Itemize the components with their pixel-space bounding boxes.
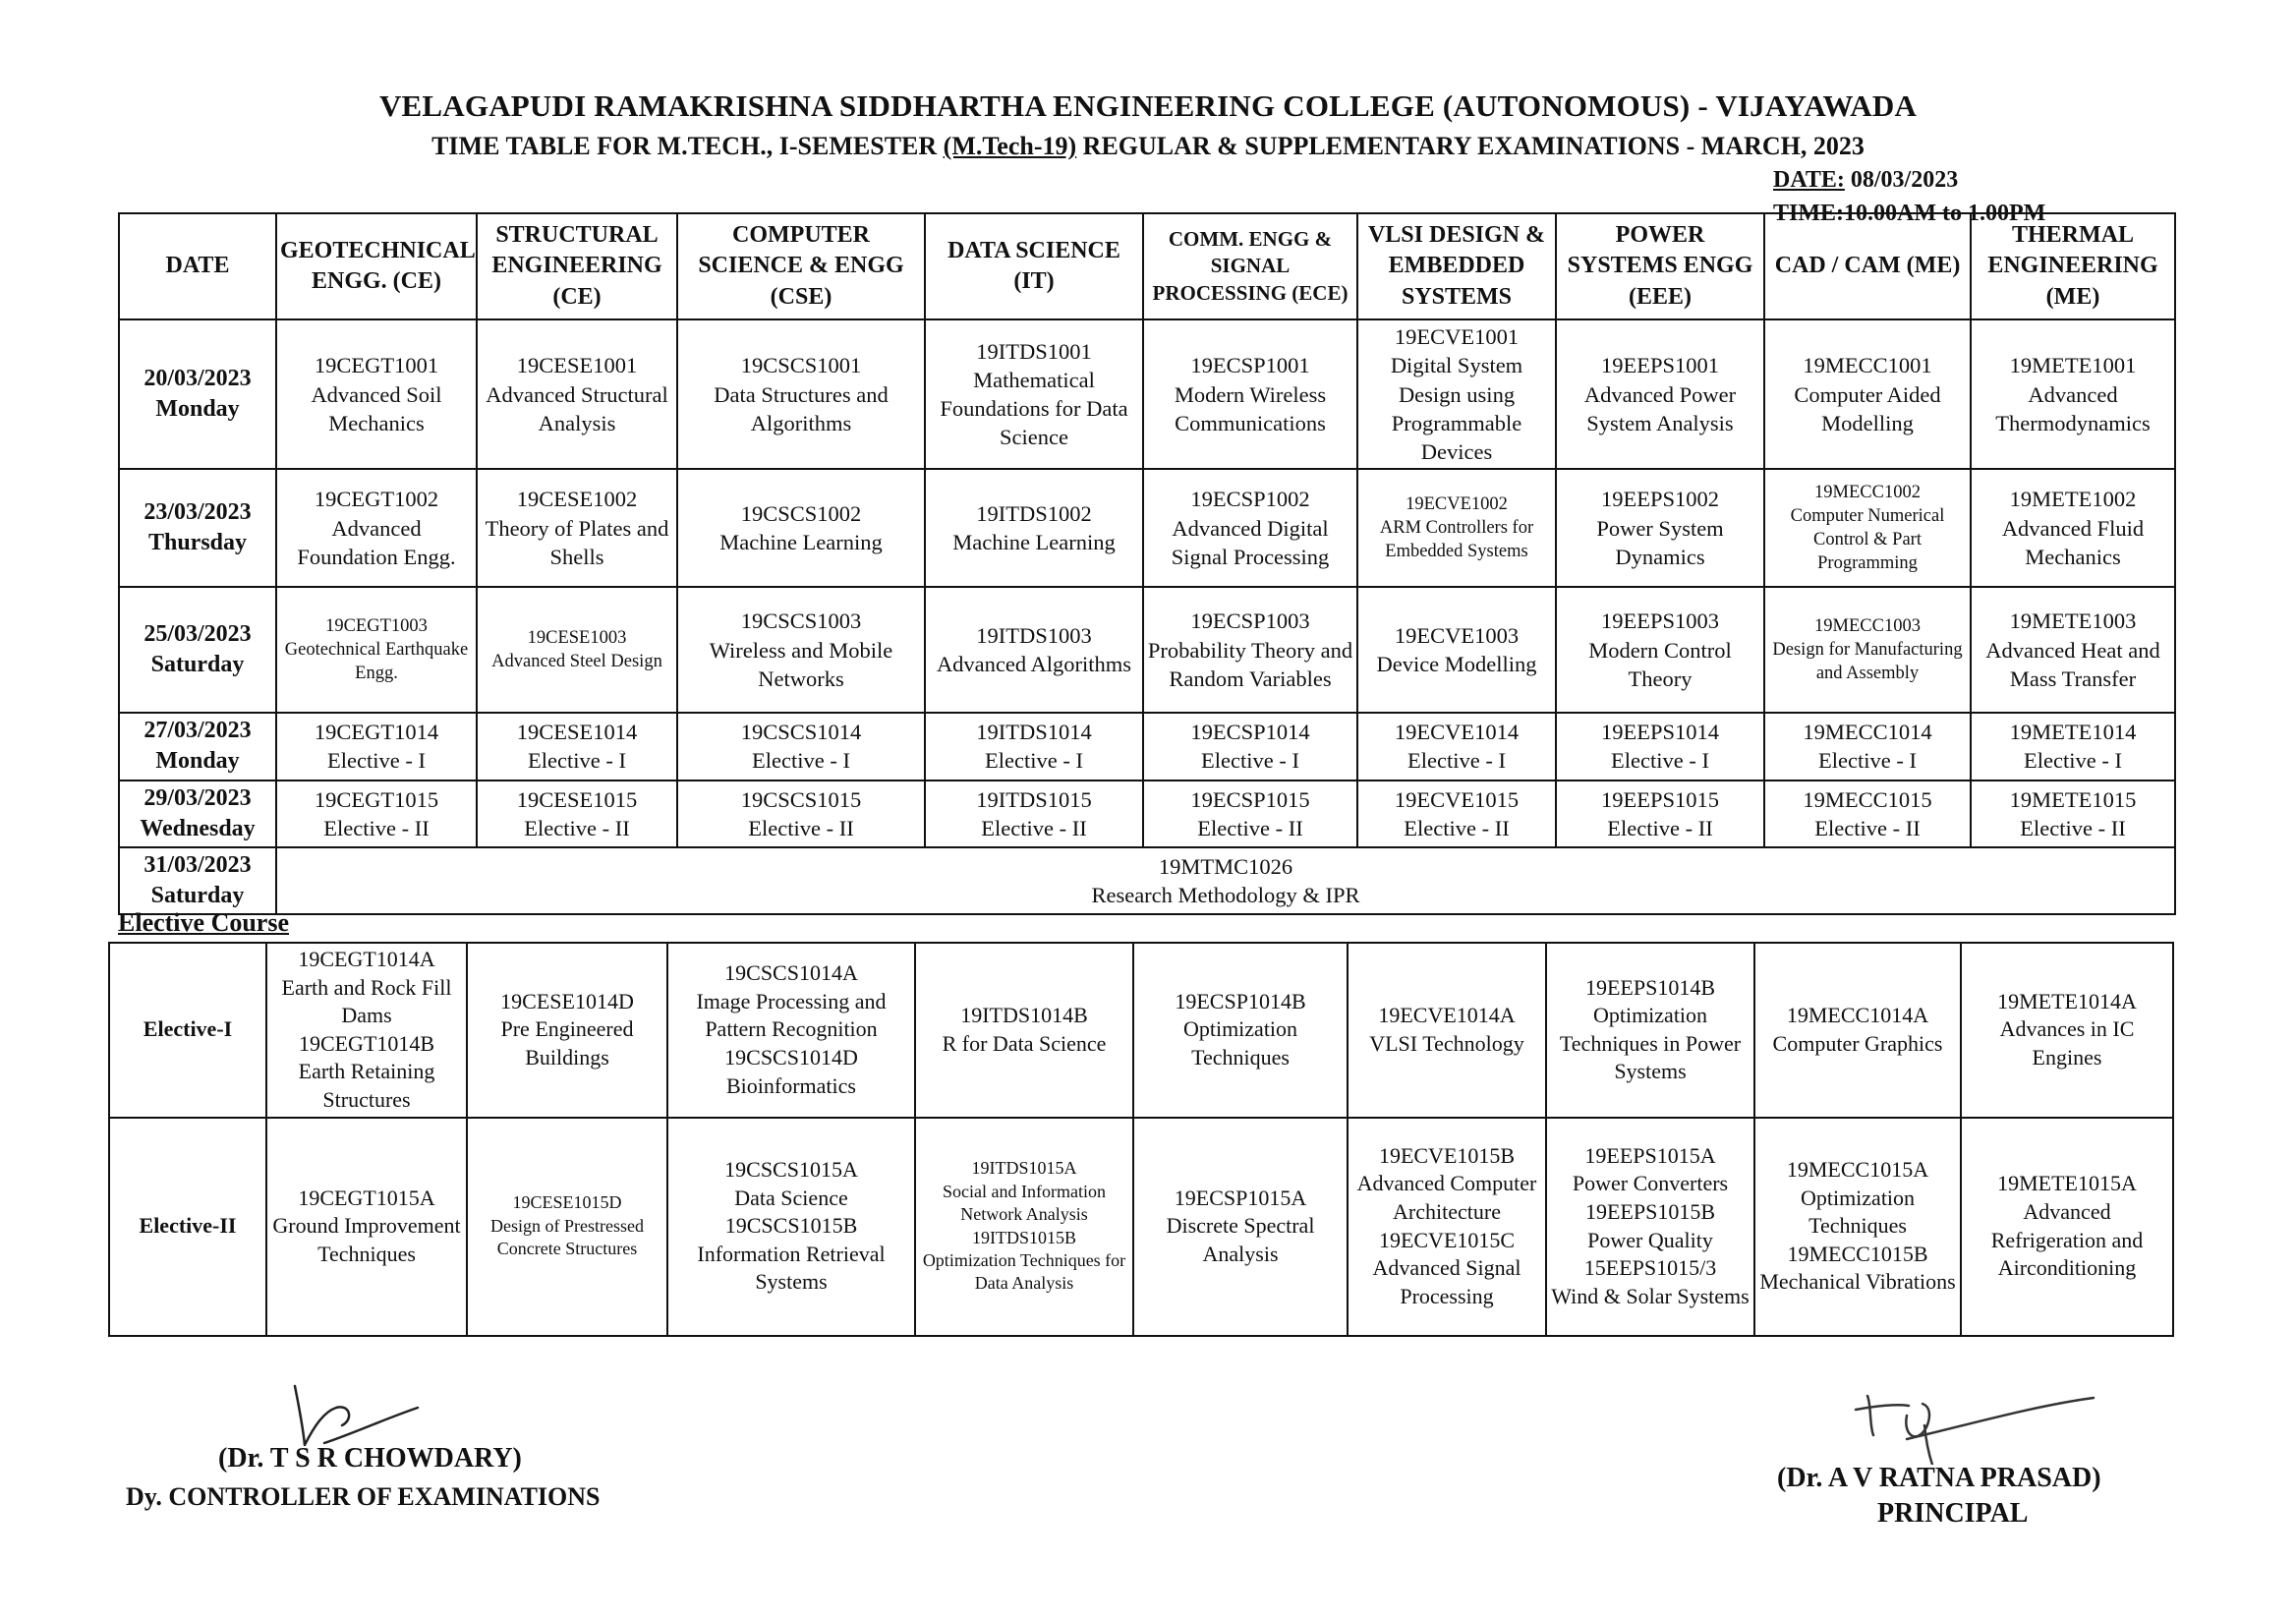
subject-name: Advanced Fluid Mechanics [2001,515,2145,569]
exam-day: Thursday [147,530,248,556]
elective-option-cell [915,1118,1133,1336]
subject-code: 19ECVE1015 [1394,786,1520,812]
issue-date-value: 08/03/2023 [1844,167,1959,193]
subject-name: ARM Controllers for Embedded Systems [1379,518,1534,562]
header-cse: COMPUTER SCIENCE & ENGG (CSE) [677,213,925,319]
subject-cell [1357,469,1556,587]
elective-code: 19CSCS1015A [724,1157,858,1183]
subject-cell [276,781,477,847]
subject-code: 19EEPS1003 [1600,608,1719,634]
subject-code: 19EEPS1014 [1600,720,1719,745]
subject-code: 19ITDS1015 [976,786,1092,812]
subject-name: Research Methodology & IPR [1091,883,1360,908]
elective-name: Bioinformatics [726,1072,856,1098]
subject-cell [1357,713,1556,780]
elective-option-cell [1546,1118,1754,1336]
subject-code: 19METE1002 [2009,487,2137,512]
subject-name: Power System Dynamics [1596,515,1724,569]
subject-cell [1357,587,1556,713]
subject-cell [1556,319,1764,469]
subtitle-part-1: TIME TABLE FOR M.TECH., I-SEMESTER [431,132,944,160]
subject-name: Advanced Structural Analysis [486,381,668,435]
subject-code: 19CSCS1001 [740,353,862,378]
elective-code: 19MECC1015B [1787,1241,1928,1266]
subject-code: 19MECC1015 [1803,786,1932,812]
elective-option-cell [667,1118,915,1336]
subject-name: Wireless and Mobile Networks [709,637,893,691]
header-data-science: DATA SCIENCE (IT) [925,213,1143,319]
subject-cell [1971,319,2175,469]
subject-cell [1971,469,2175,587]
elective-option-cell [1546,943,1754,1118]
subject-code: 19CSCS1002 [740,501,862,526]
elective-code: 15EEPS1015/3 [1583,1255,1717,1281]
elective-name: Mechanical Vibrations [1759,1269,1956,1295]
header-cad-cam: CAD / CAM (ME) [1764,213,1971,319]
subject-code: 19ITDS1001 [976,338,1092,364]
exam-date-cell [119,319,276,469]
exam-date: 29/03/2023 [144,784,252,811]
elective-name: Advanced Computer Architecture [1356,1171,1537,1224]
timetable-subtitle [0,132,2296,161]
subject-cell [477,781,677,847]
elective-code: 19METE1014A [1997,988,2137,1013]
subject-name: Advanced Foundation Engg. [297,515,456,569]
subject-cell [1556,781,1764,847]
subject-code: 19CSCS1014 [740,720,862,745]
subject-name: Elective - II [1197,815,1303,840]
elective-name: R for Data Science [942,1030,1107,1056]
subject-code: 19ECVE1003 [1394,623,1520,648]
subject-code: 19EEPS1002 [1600,487,1719,512]
elective-code: 19ITDS1015B [971,1227,1076,1247]
elective-course-table [108,942,2174,1337]
elective-name: Information Retrieval Systems [697,1241,886,1295]
elective-name: Earth Retaining Structures [298,1059,435,1112]
header-structural: STRUCTURAL ENGINEERING (CE) [477,213,677,319]
subject-name: Elective - I [752,748,850,774]
subject-cell [1764,713,1971,780]
subject-cell [677,713,925,780]
subject-name: Advanced Steel Design [491,652,662,672]
subject-name: Mathematical Foundations for Data Science [940,367,1128,450]
elective-name: Advanced Signal Processing [1372,1255,1521,1308]
subject-cell [276,713,477,780]
subject-cell [1556,469,1764,587]
exam-date-cell [119,847,276,914]
principal-name: (Dr. A V RATNA PRASAD) [1777,1463,2101,1493]
subject-code: 19ECVE1014 [1394,720,1520,745]
elective-name: VLSI Technology [1369,1030,1524,1056]
elective-name: Earth and Rock Fill Dams [281,974,452,1028]
subject-cell [925,469,1143,587]
timetable-row [119,469,2175,587]
elective-option-cell [467,1118,667,1336]
exam-day: Wednesday [140,815,256,841]
subject-code: 19CESE1003 [527,628,627,649]
subject-cell [1764,319,1971,469]
timetable-row [119,587,2175,713]
subject-cell [477,713,677,780]
elective-code: 19CESE1014D [500,988,634,1013]
subject-name: Machine Learning [719,530,883,555]
subject-name: Elective - I [528,748,626,774]
elective-name: Power Converters [1572,1171,1729,1196]
subject-name: Elective - II [1607,815,1713,840]
elective-code: 19CSCS1014A [724,960,858,986]
elective-code: 19ECVE1015C [1378,1227,1516,1252]
subject-name: Elective - II [524,815,630,840]
header-power-systems: POWER SYSTEMS ENGG (EEE) [1556,213,1764,319]
elective-name: Discrete Spectral Analysis [1166,1213,1315,1266]
subject-name: Advanced Algorithms [936,652,1132,677]
elective-code: 19EEPS1014B [1584,974,1716,1000]
subject-cell [677,587,925,713]
subject-code: 19MECC1014 [1803,720,1932,745]
elective-row [109,1118,2173,1336]
elective-option-cell [266,1118,467,1336]
subject-code: 19METE1015 [2009,786,2137,812]
elective-row [109,943,2173,1118]
exam-date: 27/03/2023 [144,718,252,744]
subject-code: 19METE1014 [2009,720,2137,745]
subject-code: 19CEGT1015 [314,786,439,812]
exam-day: Monday [155,396,240,423]
elective-name: Advanced Refrigeration and Airconditioning [1990,1198,2144,1281]
exam-date: 31/03/2023 [144,852,252,878]
elective-code: 19ECSP1014B [1175,988,1306,1013]
elective-code: 19METE1015A [1997,1171,2137,1196]
subject-code: 19EEPS1015 [1600,786,1719,812]
subject-cell [677,319,925,469]
elective-name: Design of Prestressed Concrete Structures [490,1215,644,1259]
subject-name: Elective - I [1818,748,1917,774]
subject-cell [677,781,925,847]
elective-code: 19ECSP1015A [1174,1185,1307,1210]
principal-designation: PRINCIPAL [1877,1498,2029,1529]
subject-code: 19ECSP1015 [1190,786,1310,812]
subject-cell [1556,587,1764,713]
subject-code: 19METE1003 [2009,608,2137,634]
elective-code: 19CESE1015D [512,1192,622,1213]
subject-name: Elective - II [2020,815,2126,840]
exam-day: Saturday [150,652,245,678]
subject-name: Advanced Power System Analysis [1583,381,1737,435]
subject-name: Elective - II [323,815,430,840]
elective-option-cell [1133,1118,1348,1336]
exam-date: 20/03/2023 [144,365,252,391]
subject-code: 19ITDS1002 [976,501,1092,526]
timetable-row [119,781,2175,847]
elective-option-cell [1133,943,1348,1118]
subject-code: 19MECC1001 [1803,353,1932,378]
subject-name: Probability Theory and Random Variables [1147,637,1353,691]
subject-name: Elective - II [981,815,1087,840]
timetable-row [119,319,2175,469]
subject-name: Elective - I [1611,748,1709,774]
subject-cell [677,469,925,587]
subject-name: Elective - I [1201,748,1299,774]
subject-cell [477,587,677,713]
subject-name: Elective - I [985,748,1083,774]
elective-option-cell [467,943,667,1118]
elective-label: Elective-II [109,1118,266,1336]
subject-code: 19MECC1003 [1814,616,1921,637]
subject-cell [925,781,1143,847]
subject-code: 19MECC1002 [1814,483,1921,503]
subject-cell [477,469,677,587]
elective-code: 19CEGT1014A [298,947,435,971]
subject-cell [1556,713,1764,780]
elective-name: Wind & Solar Systems [1551,1283,1750,1308]
controller-name: (Dr. T S R CHOWDARY) [218,1443,522,1474]
timetable-header-row [119,213,2175,319]
elective-name: Power Quality [1587,1227,1713,1252]
subject-code: 19ECSP1002 [1190,487,1310,512]
subject-cell [1143,713,1357,780]
subject-code: 19MTMC1026 [1158,853,1293,879]
elective-option-cell [266,943,467,1118]
subject-code: 19CESE1001 [516,353,638,378]
subject-code: 19ITDS1014 [976,720,1092,745]
issue-date [1773,167,1958,194]
right-signature-mark [1848,1376,2103,1465]
subject-cell [1764,469,1971,587]
subject-cell [1971,781,2175,847]
subject-cell [1143,587,1357,713]
subject-name: Computer Numerical Control & Part Programming [1790,506,1945,574]
elective-name: Ground Improvement Techniques [272,1213,461,1266]
controller-designation: Dy. CONTROLLER OF EXAMINATIONS [126,1482,601,1511]
subject-code: 19ITDS1003 [976,623,1092,648]
exam-time: TIME:10.00AM to 1.00PM [1773,201,2046,226]
elective-option-cell [1754,943,1961,1118]
elective-code: 19ECVE1015B [1378,1142,1516,1168]
elective-name: Optimization Techniques in Power Systems [1559,1003,1742,1084]
subject-name: Elective - II [1404,815,1510,840]
subject-name: Elective - I [327,748,426,774]
timetable-row [119,713,2175,780]
elective-code: 19ITDS1014B [960,1003,1088,1028]
subtitle-part-2: REGULAR & SUPPLEMENTARY EXAMINATIONS - MARCH, 2023 [1076,132,1865,160]
elective-name: Pre Engineered Buildings [500,1016,634,1070]
elective-code: 19CSCS1014D [724,1045,858,1070]
subject-code: 19CESE1002 [516,487,638,512]
elective-code: 19ITDS1015A [971,1158,1077,1179]
subject-code: 19CEGT1014 [314,720,439,745]
header-comm-engg: COMM. ENGG & SIGNAL PROCESSING (ECE) [1143,213,1357,319]
subject-cell [925,713,1143,780]
subject-name: Advanced Soil Mechanics [311,381,442,435]
subject-code: 19CEGT1001 [314,353,439,378]
header-geotechnical: GEOTECHNICAL ENGG. (CE) [276,213,477,319]
subject-code: 19ECVE1002 [1406,494,1508,515]
elective-option-cell [915,943,1133,1118]
subject-name: Machine Learning [952,530,1116,555]
elective-code: 19MECC1014A [1786,1003,1929,1028]
subject-code: 19ECVE1001 [1394,324,1520,349]
exam-date: 25/03/2023 [144,621,252,648]
elective-option-cell [667,943,915,1118]
elective-name: Data Science [734,1185,848,1210]
exam-date-cell [119,781,276,847]
subject-cell [276,469,477,587]
subject-code: 19CSCS1015 [740,786,862,812]
subject-name: Advanced Digital Signal Processing [1171,515,1330,569]
exam-timetable [118,212,2176,915]
exam-day: Monday [155,748,240,775]
elective-name: Optimization Techniques for Data Analysis [922,1249,1126,1294]
elective-code: 19CEGT1014B [298,1030,435,1056]
elective-code: 19CSCS1015B [724,1213,858,1239]
subject-cell [276,587,477,713]
subject-code: 19ECSP1003 [1190,608,1310,634]
college-title: VELAGAPUDI RAMAKRISHNA SIDDHARTHA ENGINEERING COLLEGE (AUTONOMOUS) - VIJAYAWADA [378,88,1918,123]
elective-option-cell [1348,1118,1546,1336]
subject-code: 19CEGT1003 [325,616,428,637]
elective-label: Elective-I [109,943,266,1118]
elective-name: Social and Information Network Analysis [943,1181,1106,1225]
elective-code: 19EEPS1015B [1584,1198,1716,1224]
subject-cell [276,319,477,469]
elective-code: 19CEGT1015A [298,1185,435,1210]
common-subject-cell [276,847,2175,914]
elective-name: Optimization Techniques [1182,1016,1298,1070]
subject-code: 19ECSP1014 [1190,720,1310,745]
subject-code: 19CEGT1002 [314,487,439,512]
subject-name: Device Modelling [1376,652,1537,677]
elective-option-cell [1754,1118,1961,1336]
header-thermal: THERMAL ENGINEERING (ME) [1971,213,2175,319]
elective-name: Computer Graphics [1772,1030,1943,1056]
elective-code: 19EEPS1015A [1584,1142,1716,1168]
subject-code: 19CESE1015 [516,786,638,812]
subject-name: Data Structures and Algorithms [714,381,889,435]
subject-name: Elective - II [748,815,854,840]
exam-day: Saturday [150,883,245,909]
issue-date-label: DATE: [1773,167,1845,193]
elective-name: Image Processing and Pattern Recognition [696,988,887,1042]
exam-date: 23/03/2023 [144,499,252,526]
subject-cell [477,319,677,469]
subject-name: Elective - I [1407,748,1506,774]
elective-option-cell [1961,1118,2173,1336]
elective-code: 19MECC1015A [1786,1157,1929,1183]
header-date: DATE [119,213,276,319]
subject-name: Geotechnical Earthquake Engg. [284,640,469,684]
subject-cell [1764,587,1971,713]
elective-name: Advances in IC Engines [1999,1016,2135,1070]
elective-name: Optimization Techniques [1800,1185,1916,1239]
subject-code: 19METE1001 [2009,353,2137,378]
subject-name: Elective - II [1814,815,1921,840]
elective-code: 19ECVE1014A [1378,1003,1516,1028]
subject-cell [1357,781,1556,847]
elective-option-cell [1348,943,1546,1118]
subject-code: 19ECSP1001 [1190,353,1310,378]
subject-name: Modern Wireless Communications [1174,381,1327,435]
subject-cell [1971,713,2175,780]
subject-name: Elective - I [2024,748,2122,774]
subject-cell [1143,781,1357,847]
subject-name: Design for Manufacturing and Assembly [1772,640,1963,684]
subject-name: Digital System Design using Programmable Devices [1390,353,1523,464]
exam-date-cell [119,587,276,713]
exam-date-cell [119,469,276,587]
subject-name: Modern Control Theory [1588,637,1732,691]
subject-name: Theory of Plates and Shells [485,515,669,569]
subject-cell [1143,469,1357,587]
subject-cell [1764,781,1971,847]
header-vlsi: VLSI DESIGN & EMBEDDED SYSTEMS [1357,213,1556,319]
subject-cell [1143,319,1357,469]
subject-cell [925,319,1143,469]
common-exam-row [119,847,2175,914]
elective-course-heading: Elective Course [118,908,290,937]
subject-name: Computer Aided Modelling [1794,381,1941,435]
exam-date-cell [119,713,276,780]
subtitle-regulation: (M.Tech-19) [943,132,1077,160]
subject-code: 19CSCS1003 [740,608,862,634]
subject-cell [925,587,1143,713]
elective-option-cell [1961,943,2173,1118]
subject-cell [1971,587,2175,713]
subject-name: Advanced Heat and Mass Transfer [1985,637,2160,691]
subject-code: 19CESE1014 [516,720,638,745]
subject-name: Advanced Thermodynamics [1995,381,2151,435]
subject-code: 19EEPS1001 [1600,353,1719,378]
subject-cell [1357,319,1556,469]
